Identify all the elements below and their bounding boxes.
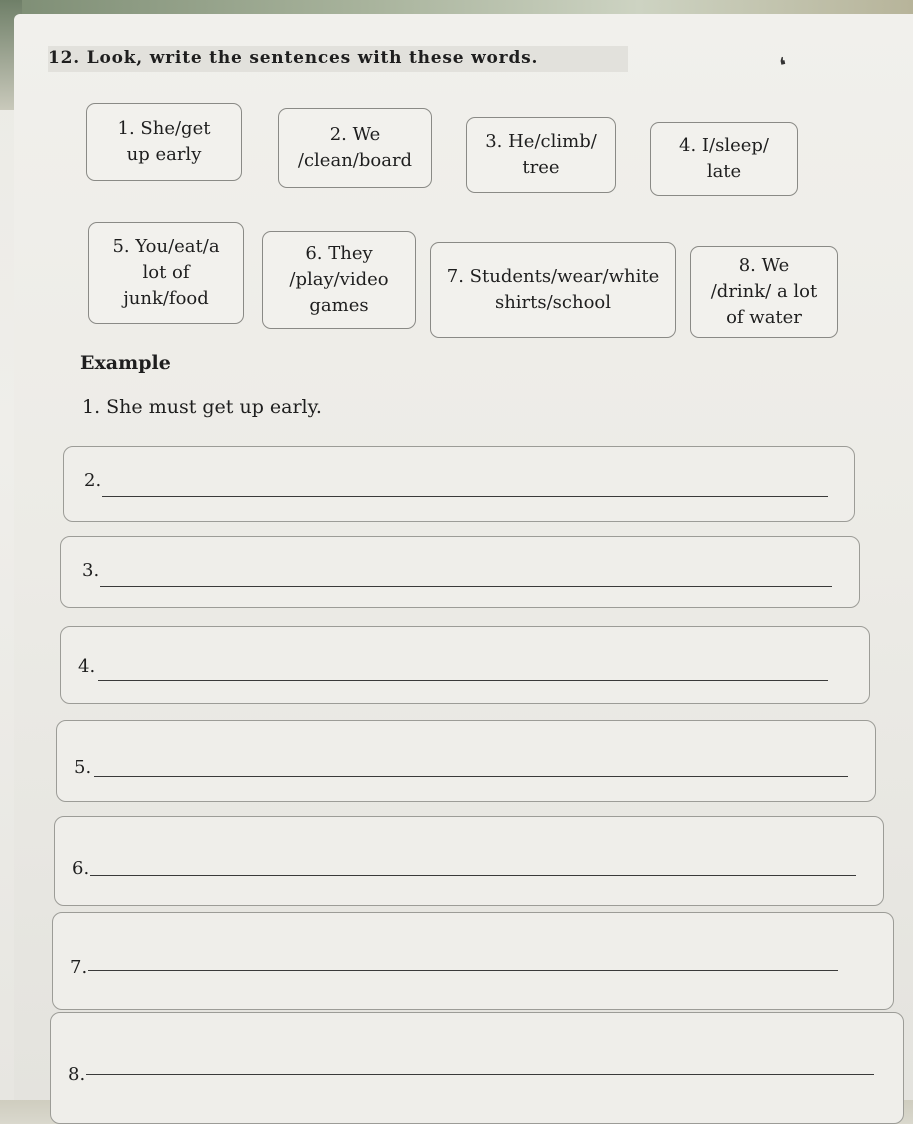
answer-number: 7. — [70, 957, 88, 978]
prompt-box-8: 8. We /drink/ a lot of water — [690, 246, 838, 338]
example-sentence: 1. She must get up early. — [82, 396, 322, 418]
answer-line-8[interactable] — [86, 1074, 874, 1075]
answer-box-7 — [52, 912, 894, 1010]
answer-line-2[interactable] — [102, 496, 828, 497]
answer-box-5 — [56, 720, 876, 802]
answer-number: 2. — [84, 470, 102, 491]
exercise-title: 12. Look, write the sentences with these words. — [48, 46, 628, 72]
answer-line-5[interactable] — [94, 776, 848, 777]
answer-line-6[interactable] — [90, 875, 856, 876]
prompt-box-6: 6. They /play/video games — [262, 231, 416, 329]
answer-number: 5. — [74, 757, 92, 778]
prompt-box-7: 7. Students/wear/white shirts/school — [430, 242, 676, 338]
answer-box-8 — [50, 1012, 904, 1124]
prompt-box-5: 5. You/eat/a lot of junk/food — [88, 222, 244, 324]
answer-box-3 — [60, 536, 860, 608]
answer-number: 4. — [78, 656, 96, 677]
prompt-box-1: 1. She/get up early — [86, 103, 242, 181]
answer-line-7[interactable] — [88, 970, 838, 971]
prompt-box-2: 2. We /clean/board — [278, 108, 432, 188]
example-label: Example — [80, 352, 171, 374]
answer-box-6 — [54, 816, 884, 906]
answer-box-4 — [60, 626, 870, 704]
answer-box-2 — [63, 446, 855, 522]
answer-number: 3. — [82, 560, 100, 581]
answer-line-4[interactable] — [98, 680, 828, 681]
answer-line-3[interactable] — [100, 586, 832, 587]
answer-number: 8. — [68, 1064, 86, 1085]
prompt-box-3: 3. He/climb/ tree — [466, 117, 616, 193]
answer-number: 6. — [72, 858, 90, 879]
prompt-box-4: 4. I/sleep/ late — [650, 122, 798, 196]
pen-mark: ❛ — [777, 53, 790, 80]
